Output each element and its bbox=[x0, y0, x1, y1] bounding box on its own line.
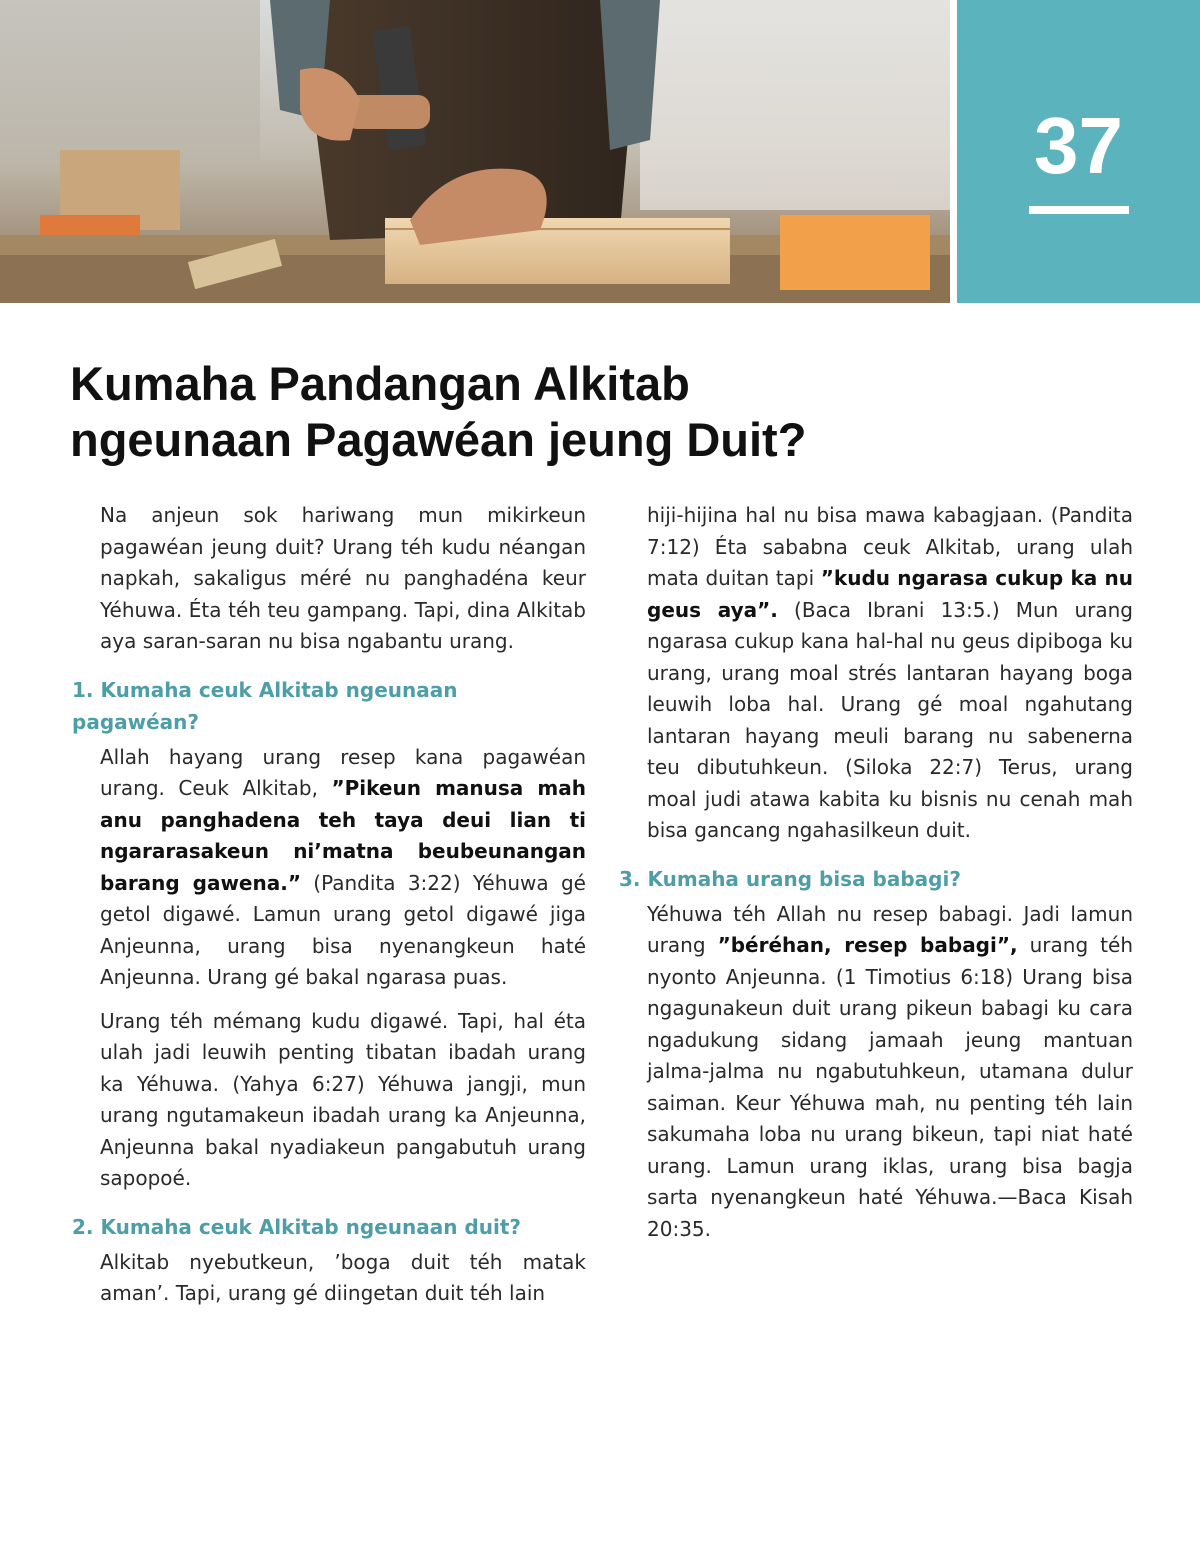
section-1-paragraph-1 bbox=[100, 742, 586, 994]
paragraph-text: Alkitab nyebutkeun, ’boga duit téh matak aman’. Tapi, urang gé diingetan duit téh lain bbox=[100, 1249, 586, 1305]
section-1-paragraph-2: Urang téh mémang kudu digawé. Tapi, hal éta ulah jadi leuwih penting tibatan ibadah urang ka Yéhuwa. (Yahya 6:27) Yéhuwa jangji, mun urang ngutamakeun ibadah urang ka Anjeunna, Anjeunna bakal nyadiakeun pangabutuh urang sapopoé. bbox=[100, 1008, 586, 1190]
page-title-line-2: ngeunaan Pagawéan jeung Duit? bbox=[70, 413, 807, 466]
section-2-paragraph-1-continued bbox=[647, 500, 1133, 847]
paragraph-text: hiji-hijina hal nu bisa mawa kabagjaan. (Pandita 7:12) Éta sababna ceuk Alkitab, urang ulah mata duitan tapi bbox=[647, 503, 1133, 590]
scripture-quote: ”kudu ngarasa cukup ka nu geus aya”. bbox=[647, 566, 1133, 622]
lesson-number-panel bbox=[957, 0, 1200, 303]
left-column bbox=[72, 500, 586, 1310]
paragraph-text: Allah hayang urang resep kana pagawéan urang. Ceuk Alkitab, bbox=[100, 744, 586, 800]
section-heading-1: 1. Kumaha ceuk Alkitab ngeunaan pagawéan? bbox=[72, 677, 458, 734]
lesson-number: 37 bbox=[1034, 101, 1123, 190]
scripture-quote: ”béréhan, resep babagi”, bbox=[717, 933, 1018, 957]
section-3-paragraph-1 bbox=[647, 899, 1133, 1246]
lesson-number-underline bbox=[1029, 206, 1129, 214]
page-title-line-1: Kumaha Pandangan Alkitab bbox=[70, 357, 690, 410]
section-heading-3: 3. Kumaha urang bisa babagi? bbox=[619, 866, 961, 891]
paragraph-text: (Baca Ibrani 13:5.) Mun urang ngarasa cukup kana hal-hal nu geus dipiboga ku urang, urang moal strés lantaran hayang boga leuwih loba hal. Urang gé moal ngahutang lantaran hayang meuli barang nu sabenerna teu dibutuhkeun. (Siloka 22:7) Terus, urang moal judi atawa kabita ku bisnis nu cenah mah bisa gancang ngahasilkeun duit. bbox=[647, 597, 1133, 842]
right-column bbox=[619, 500, 1134, 1245]
carpenter-hammering-photo bbox=[0, 0, 950, 303]
paragraph-text: urang téh nyonto Anjeunna. (1 Timotius 6:18) Urang bisa ngagunakeun duit urang pikeun babagi ku cara ngadukung sidang jamaah jeung mantuan jalma-jalma nu ngabutuhkeun, utamana dulur saiman. Keur Yéhuwa mah, nu penting téh lain sakumaha loba nu urang bikeun, tapi niat haté urang. Lamun urang iklas, urang bisa bagja sarta nyenangkeun haté Yéhuwa.—Baca Kisah 20:35. bbox=[647, 933, 1134, 1241]
page-title bbox=[70, 356, 970, 468]
paragraph-text: Yéhuwa téh Allah nu resep babagi. Jadi lamun urang bbox=[647, 901, 1133, 957]
section-2-paragraph-1 bbox=[100, 1247, 586, 1310]
hero-photo bbox=[0, 0, 950, 303]
intro-paragraph: Na anjeun sok hariwang mun mikirkeun pagawéan jeung duit? Urang téh kudu néangan napkah, sakaligus méré nu panghadéna keur Yéhuwa. Éta téh teu gampang. Tapi, dina Alkitab aya saran-saran nu bisa ngabantu urang. bbox=[100, 503, 586, 653]
section-heading-2: 2. Kumaha ceuk Alkitab ngeunaan duit? bbox=[72, 1214, 522, 1239]
paragraph-text: (Pandita 3:22) Yéhuwa gé getol digawé. Lamun urang getol digawé jiga Anjeunna, urang bisa nyenangkeun haté Anjeunna. Urang gé bakal ngarasa puas. bbox=[100, 870, 586, 989]
scripture-quote: ”Pikeun manusa mah anu panghadena teh taya deui lian ti ngararasakeun ni’matna beubeunangan barang gawena.” bbox=[100, 776, 586, 895]
